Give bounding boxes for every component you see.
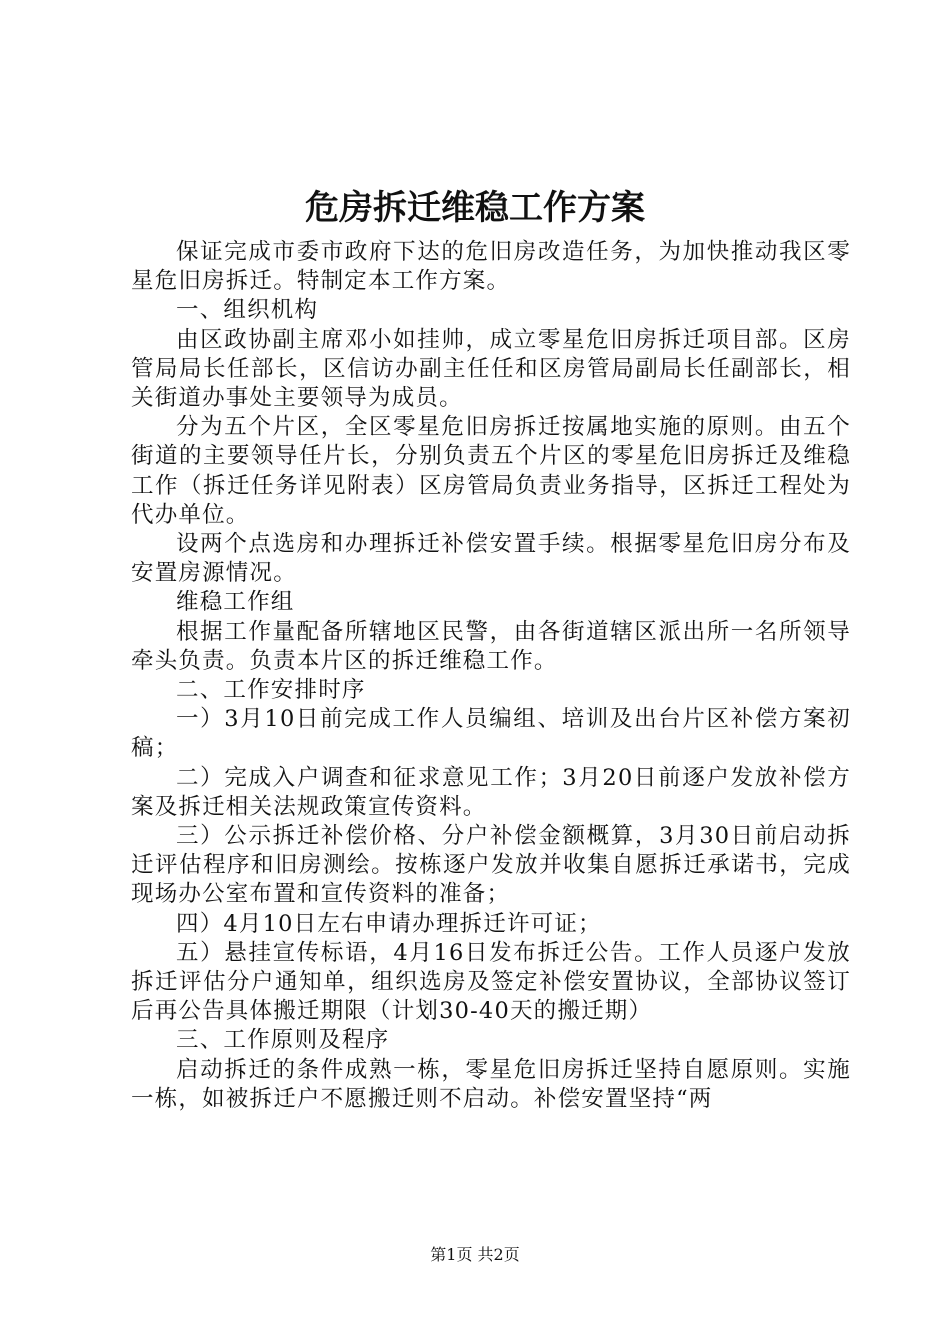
paragraph-housing-points: 设两个点选房和办理拆迁补偿安置手续。根据零星危旧房分布及安置房源情况。 — [131, 531, 851, 587]
paragraph-principles: 启动拆迁的条件成熟一栋，零星危旧房拆迁坚持自愿原则。实施一栋，如被拆迁户不愿搬迁则不启动。补偿安置坚持“两 — [131, 1056, 851, 1112]
paragraph-districts: 分为五个片区，全区零星危旧房拆迁按属地实施的原则。由五个街道的主要领导任片长，分别负责五个片区的零星危旧房拆迁及维稳工作（拆迁任务详见附表）区房管局负责业务指导，区拆迁工程处为代办单位。 — [131, 414, 851, 528]
schedule-item-1: 一）3月10日前完成工作人员编组、培训及出台片区补偿方案初稿； — [131, 706, 851, 762]
document-title: 危房拆迁维稳工作方案 — [305, 188, 645, 228]
paragraph-stability-group: 根据工作量配备所辖地区民警，由各街道辖区派出所一名所领导牵头负责。负责本片区的拆迁维稳工作。 — [131, 618, 851, 674]
schedule-item-4: 四）4月10日左右申请办理拆迁许可证； — [176, 910, 602, 937]
page-footer: 第1页 共2页 — [430, 1245, 520, 1264]
paragraph-organization: 由区政协副主席邓小如挂帅，成立零星危旧房拆迁项目部。区房管局局长任部长，区信访办副主任任和区房管局副局长任副部长，相关街道办事处主要领导为成员。 — [131, 326, 851, 412]
schedule-item-2: 二）完成入户调查和征求意见工作；3月20日前逐户发放补偿方案及拆迁相关法规政策宣传资料。 — [131, 764, 851, 820]
schedule-item-5: 五）悬挂宣传标语，4月16日发布拆迁公告。工作人员逐户发放拆迁评估分户通知单，组织选房及签定补偿安置协议，全部协议签订后再公告具体搬迁期限（计划30-40天的搬迁期） — [131, 939, 851, 1025]
document-body — [131, 238, 851, 1114]
paragraph-intro: 保证完成市委市政府下达的危旧房改造任务，为加快推动我区零星危旧房拆迁。特制定本工作方案。 — [131, 239, 851, 295]
section-heading-principles: 三、工作原则及程序 — [176, 1027, 390, 1054]
subheading-stability-group: 维稳工作组 — [176, 589, 295, 616]
schedule-item-3: 三）公示拆迁补偿价格、分户补偿金额概算，3月30日前启动拆迁评估程序和旧房测绘。按栋逐户发放并收集自愿拆迁承诺书，完成现场办公室布置和宣传资料的准备； — [131, 823, 851, 908]
section-heading-schedule: 二、工作安排时序 — [176, 677, 366, 704]
section-heading-organization: 一、组织机构 — [176, 297, 319, 324]
